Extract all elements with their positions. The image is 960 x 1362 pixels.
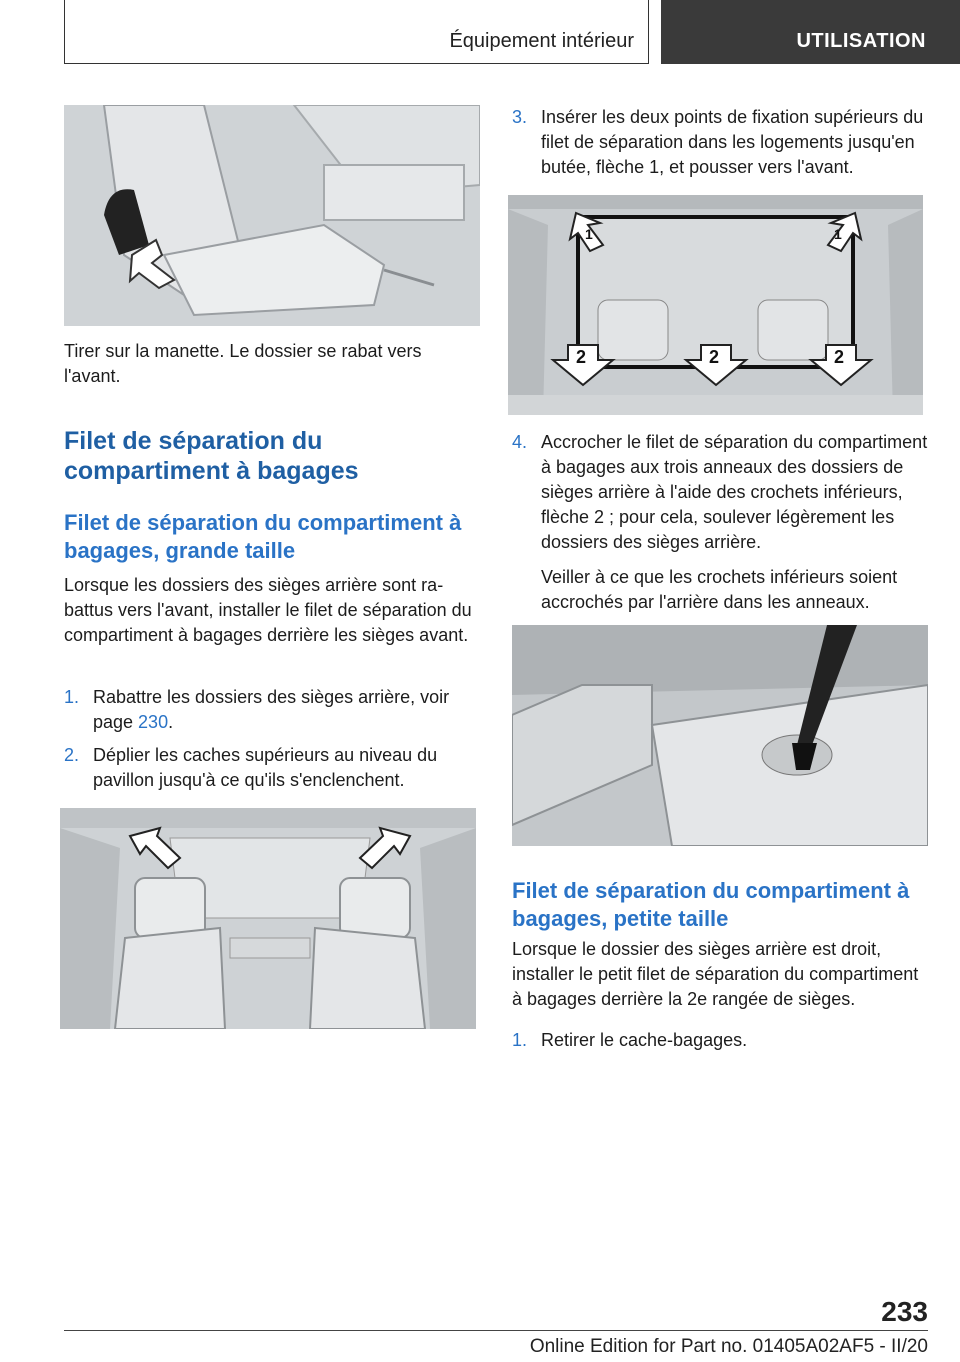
list-number: 4. xyxy=(512,432,528,452)
chapter-title: UTILISATION xyxy=(796,30,926,52)
roof-covers-figure xyxy=(60,808,476,1029)
list-text: Déplier les caches supérieurs au niveau du pavillon jusqu'à ce qu'ils s'enclenchent. xyxy=(93,745,438,790)
list-number: 1. xyxy=(512,1030,528,1050)
arrow-label-2b: 2 xyxy=(709,347,720,367)
edition-text: Online Edition for Part no. 01405A02AF5 - II/20 xyxy=(529,1336,928,1357)
list-number: 1. xyxy=(64,687,80,707)
list-text: Rabattre les dossiers des sièges arrière, voir page xyxy=(93,687,450,732)
section-title: Équipement intérieur xyxy=(449,30,634,52)
page-link[interactable]: 230 xyxy=(138,712,169,732)
list-text: Retirer le cache-bagages. xyxy=(541,1030,748,1050)
heading-large-net: Filet de séparation du compartiment à bagages, grande taille xyxy=(64,510,462,563)
heading-partition-net: Filet de séparation du compartiment à bagages xyxy=(64,427,359,485)
arrow-label-1b: 1 xyxy=(834,226,842,242)
para-small-net: Lorsque le dossier des sièges arrière est droit, installer le petit filet de séparation du compartiment à bagages derrière la 2e rangée de sièges. xyxy=(512,939,919,1009)
page-number: 233 xyxy=(881,1296,928,1327)
arrow-label-2a: 2 xyxy=(576,347,587,367)
list-number: 2. xyxy=(64,745,80,765)
arrow-label-2c: 2 xyxy=(834,347,845,367)
footer-divider xyxy=(64,1330,928,1331)
list-punct: . xyxy=(168,712,174,732)
list-number: 3. xyxy=(512,107,528,127)
para-large-net: Lorsque les dossiers des sièges arrière sont rabattus vers l'avant, installer le filet de séparation du compartiment à bagages derrière les sièges avant. xyxy=(64,575,472,645)
seat-lever-figure xyxy=(64,105,480,326)
running-header xyxy=(64,0,649,64)
list-text: Accrocher le filet de séparation du compartiment à bagages aux trois anneaux des dossiers de sièges arrière à l'aide des crochets inférieurs, flèche 2 ; pour cela, soulever légèrement les dossiers des sièges arrière. xyxy=(541,432,928,552)
arrow-label-1: 1 xyxy=(585,226,593,242)
heading-small-net: Filet de séparation du compartiment à bagages, petite taille xyxy=(512,878,910,931)
net-installation-figure xyxy=(508,195,923,415)
list-text: Insérer les deux points de fixation supérieurs du filet de séparation dans les logements jusqu'en butée, flèche 1, et pousser vers l'avant. xyxy=(541,107,924,177)
list-note: Veiller à ce que les crochets inférieurs soient accrochés par l'arrière dans les anneaux. xyxy=(541,567,898,612)
chapter-tab xyxy=(661,0,960,64)
hook-detail-figure xyxy=(512,625,928,846)
caption-seat: Tirer sur la manette. Le dossier se rabat vers l'avant. xyxy=(64,341,422,386)
